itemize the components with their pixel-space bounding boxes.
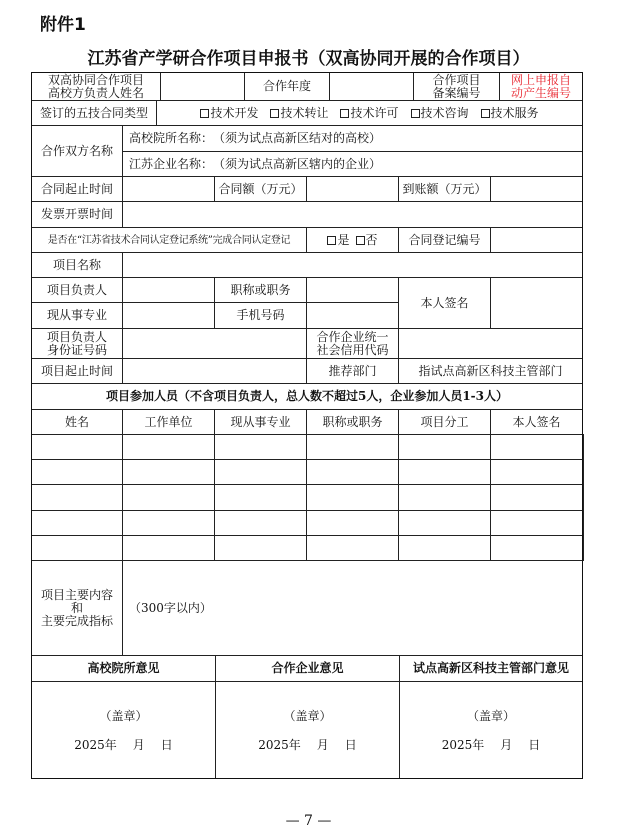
leader-major-label: 现从事专业 <box>31 302 123 329</box>
participant-cell[interactable] <box>398 535 491 561</box>
participant-cell[interactable] <box>31 484 123 511</box>
participant-cell[interactable] <box>490 434 584 460</box>
record-number-value <box>499 72 583 101</box>
credit-code-label-line1: 合作企业统一 <box>316 329 389 344</box>
credit-code-label-line2: 社会信用代码 <box>316 342 389 357</box>
contract-period-label: 合同起止时间 <box>31 176 123 202</box>
contract-type-label: 签订的五技合同类型 <box>31 100 157 126</box>
participants-col-header: 姓名 <box>31 409 123 435</box>
registration-question-label: 是否在“江苏省技术合同认定登记系统”完成合同认定登记 <box>31 227 307 253</box>
date-month: 月 <box>500 738 513 752</box>
participant-cell[interactable] <box>31 510 123 536</box>
seal-label: （盖章） <box>283 709 332 723</box>
contract-amount-label: 合同额（万元） <box>214 176 307 202</box>
project-leader-label: 项目负责人 <box>31 277 123 303</box>
checkbox-icon[interactable] <box>340 109 349 118</box>
contract-amount-field[interactable] <box>306 176 399 202</box>
seal-label: （盖章） <box>99 709 148 723</box>
leader-id-label <box>31 328 123 359</box>
participant-cell[interactable] <box>122 459 215 485</box>
university-name-label: 高校院所名称： <box>129 131 214 145</box>
content-label-line1: 项目主要内容 <box>40 587 113 602</box>
recommend-dept-value: 指试点高新区科技主管部门 <box>398 358 583 384</box>
date-day: 日 <box>528 738 541 752</box>
enterprise-name-hint: （须为试点高新区辖内的企业） <box>213 156 382 171</box>
leader-name-label-line2: 高校方负责人姓名 <box>47 85 144 100</box>
leader-id-label-line2: 身份证号码 <box>46 342 107 357</box>
page-number: — 7 — <box>285 813 332 829</box>
participant-cell[interactable] <box>122 484 215 511</box>
participant-cell[interactable] <box>306 434 399 460</box>
checkbox-icon[interactable] <box>270 109 279 118</box>
date-year: 2025年 <box>441 738 485 752</box>
date-year: 2025年 <box>258 738 301 752</box>
opinion-title-university: 高校院所意见 <box>31 655 216 682</box>
seal-label: （盖章） <box>466 709 515 723</box>
date-day: 日 <box>160 738 173 752</box>
contract-type-option[interactable] <box>200 107 258 120</box>
participant-cell[interactable] <box>490 535 584 561</box>
participants-col-header: 工作单位 <box>122 409 215 435</box>
project-period-field[interactable] <box>122 358 307 384</box>
date-month: 月 <box>132 738 145 752</box>
checkbox-icon[interactable] <box>200 109 209 118</box>
invoice-time-label: 发票开票时间 <box>31 201 123 228</box>
contract-type-option[interactable] <box>411 107 469 120</box>
opinion-box-university[interactable] <box>31 681 216 779</box>
opinion-title-enterprise: 合作企业意见 <box>215 655 400 682</box>
leader-signature-label: 本人签名 <box>398 277 491 329</box>
participant-cell[interactable] <box>490 459 584 485</box>
leader-phone-field[interactable] <box>306 302 399 329</box>
leader-major-field[interactable] <box>122 302 215 329</box>
leader-title-label: 职称或职务 <box>214 277 307 303</box>
project-period-label: 项目起止时间 <box>31 358 123 384</box>
credit-code-label <box>306 328 399 359</box>
date-month: 月 <box>316 738 329 752</box>
participant-cell[interactable] <box>490 484 584 511</box>
checkbox-icon[interactable] <box>411 109 420 118</box>
option-label: 技术咨询 <box>420 105 469 120</box>
participants-col-header: 项目分工 <box>398 409 491 435</box>
date-day: 日 <box>344 738 357 752</box>
university-name-hint: （须为试点高新区结对的高校） <box>213 131 382 145</box>
recommend-dept-label: 推荐部门 <box>306 358 399 384</box>
content-field[interactable] <box>122 560 583 656</box>
checkbox-icon[interactable] <box>327 236 336 245</box>
contract-type-option[interactable] <box>270 107 328 120</box>
date-line <box>442 736 541 753</box>
option-label: 技术开发 <box>210 105 259 120</box>
participant-cell[interactable] <box>214 459 307 485</box>
record-number-label-line1: 合作项目 <box>432 72 481 87</box>
invoice-time-field[interactable] <box>122 201 583 228</box>
participant-cell[interactable] <box>214 434 307 460</box>
registration-number-field[interactable] <box>490 227 583 253</box>
project-leader-field[interactable] <box>122 277 215 303</box>
checkbox-icon[interactable] <box>481 109 490 118</box>
option-label: 技术转让 <box>280 105 329 120</box>
checkbox-icon[interactable] <box>356 236 365 245</box>
record-number-value-line2: 动产生编号 <box>510 85 571 100</box>
contract-type-option[interactable] <box>481 107 539 120</box>
record-number-value-line1: 网上申报自 <box>510 72 571 87</box>
cooperation-year-label: 合作年度 <box>244 72 330 101</box>
participant-cell[interactable] <box>398 510 491 536</box>
registration-number-label: 合同登记编号 <box>398 227 491 253</box>
participant-cell[interactable] <box>398 484 491 511</box>
participant-cell[interactable] <box>31 434 123 460</box>
leader-signature-field[interactable] <box>490 277 583 329</box>
contract-type-option[interactable] <box>340 107 398 120</box>
project-name-label: 项目名称 <box>31 252 123 278</box>
participant-cell[interactable] <box>306 459 399 485</box>
participant-cell[interactable] <box>306 535 399 561</box>
leader-title-field[interactable] <box>306 277 399 303</box>
record-number-label <box>413 72 500 101</box>
received-amount-label: 到账额（万元） <box>398 176 491 202</box>
contract-period-field[interactable] <box>122 176 215 202</box>
participant-cell[interactable] <box>31 535 123 561</box>
leader-name-label-line1: 双高协同合作项目 <box>47 72 144 87</box>
participant-cell[interactable] <box>398 459 491 485</box>
participant-cell[interactable] <box>122 434 215 460</box>
registration-option-no[interactable] <box>356 234 378 247</box>
registration-options <box>306 227 399 253</box>
credit-code-field[interactable] <box>398 328 583 359</box>
content-label <box>31 560 123 656</box>
participant-cell[interactable] <box>306 484 399 511</box>
opinion-title-hitech-zone: 试点高新区科技主管部门意见 <box>399 655 583 682</box>
participant-cell[interactable] <box>214 484 307 511</box>
parties-label: 合作双方名称 <box>31 125 123 177</box>
participants-section-title: 项目参加人员（不含项目负责人，总人数不超过5人，企业参加人员1-3人） <box>31 383 583 410</box>
participant-cell[interactable] <box>214 535 307 561</box>
leader-id-label-line1: 项目负责人 <box>46 329 107 344</box>
participants-col-header: 现从事专业 <box>214 409 307 435</box>
enterprise-name-label: 江苏企业名称： <box>129 156 214 171</box>
project-name-field[interactable] <box>122 252 583 278</box>
participant-cell[interactable] <box>398 434 491 460</box>
date-line <box>74 736 173 753</box>
document-title: 江苏省产学研合作项目申报书（双高协同开展的合作项目） <box>87 49 530 69</box>
participant-cell[interactable] <box>490 510 584 536</box>
date-line <box>258 736 357 753</box>
participant-cell[interactable] <box>122 510 215 536</box>
opinion-box-hitech-zone[interactable] <box>399 681 583 779</box>
leader-name-field[interactable] <box>160 72 245 101</box>
received-amount-field[interactable] <box>490 176 583 202</box>
participant-cell[interactable] <box>214 510 307 536</box>
content-hint: （300字以内） <box>129 600 212 615</box>
participant-cell[interactable] <box>306 510 399 536</box>
participant-cell[interactable] <box>122 535 215 561</box>
option-label: 是 <box>337 232 350 247</box>
option-label: 技术许可 <box>350 105 399 120</box>
content-label-line3: 主要完成指标 <box>40 613 113 628</box>
cooperation-year-field[interactable] <box>329 72 414 101</box>
opinion-box-enterprise[interactable] <box>215 681 400 779</box>
leader-name-label <box>31 72 161 101</box>
participants-col-header: 职称或职务 <box>306 409 399 435</box>
participant-cell[interactable] <box>31 459 123 485</box>
registration-option-yes[interactable] <box>327 234 349 247</box>
date-year: 2025年 <box>74 738 117 752</box>
leader-phone-label: 手机号码 <box>214 302 307 329</box>
content-label-line2: 和 <box>70 600 83 615</box>
option-label: 否 <box>365 232 378 247</box>
attachment-label: 附件1 <box>40 15 86 35</box>
record-number-label-line2: 备案编号 <box>432 85 481 100</box>
contract-type-options <box>156 100 583 126</box>
enterprise-name-field[interactable] <box>122 151 583 177</box>
leader-id-field[interactable] <box>122 328 307 359</box>
option-label: 技术服务 <box>490 105 539 120</box>
participants-col-header: 本人签名 <box>490 409 583 435</box>
university-name-field[interactable] <box>122 125 583 152</box>
